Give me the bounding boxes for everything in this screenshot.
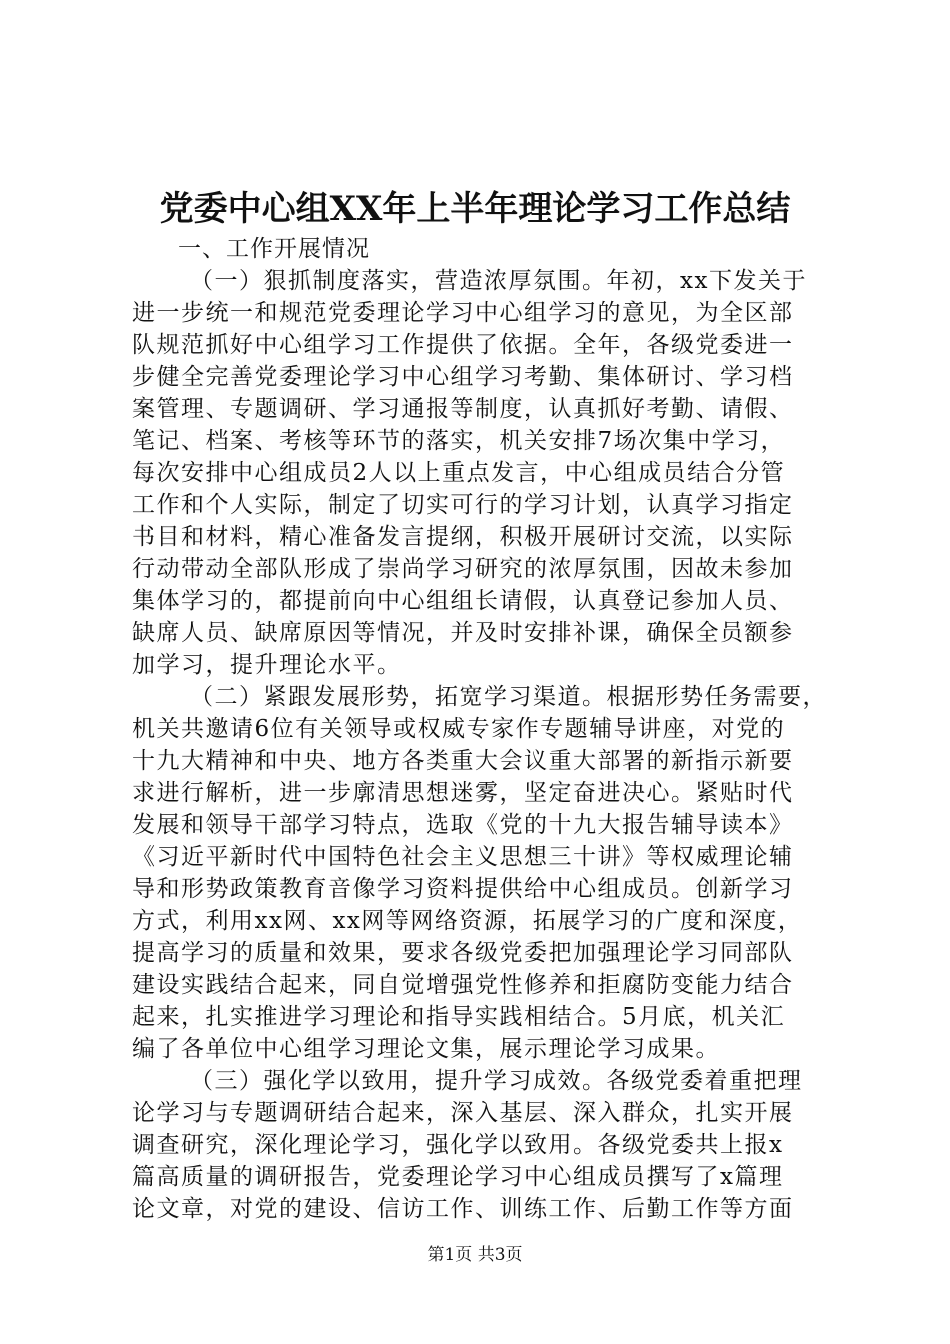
paragraph-line: 行动带动全部队形成了崇尚学习研究的浓厚氛围，因故未参加 (132, 556, 794, 582)
paragraph-line: 导和形势政策教育音像学习资料提供给中心组成员。创新学习 (132, 876, 794, 902)
paragraph-line: 案管理、专题调研、学习通报等制度，认真抓好考勤、请假、 (132, 396, 794, 422)
page-footer: 第1页 共3页 (427, 1245, 523, 1265)
paragraph-line: 步健全完善党委理论学习中心组学习考勤、集体研讨、学习档 (132, 364, 794, 390)
paragraph-line: 建设实践结合起来，同自觉增强党性修养和拒腐防变能力结合 (132, 972, 794, 998)
paragraph-list (132, 265, 838, 1225)
paragraph-line: 加学习，提升理论水平。 (132, 652, 402, 678)
paragraph (132, 1065, 838, 1225)
paragraph-line: 篇高质量的调研报告，党委理论学习中心组成员撰写了x篇理 (132, 1164, 784, 1190)
paragraph (132, 681, 838, 1065)
section-heading: 一、工作开展情况 (178, 236, 370, 262)
paragraph-line: 十九大精神和中央、地方各类重大会议重大部署的新指示新要 (132, 748, 794, 774)
paragraph-line: 调查研究，深化理论学习，强化学以致用。各级党委共上报x (132, 1132, 784, 1158)
document-body (132, 233, 838, 1225)
paragraph-line: （一）狠抓制度落实，营造浓厚氛围。年初，xx下发关于 (190, 268, 807, 294)
paragraph-line: 《习近平新时代中国特色社会主义思想三十讲》等权威理论辅 (132, 844, 794, 870)
paragraph-line: （三）强化学以致用，提升学习成效。各级党委着重把理 (190, 1068, 803, 1094)
paragraph-line: 书目和材料，精心准备发言提纲，积极开展研讨交流，以实际 (132, 524, 794, 550)
paragraph (132, 265, 838, 681)
paragraph-line: 方式，利用xx网、xx网等网络资源，拓展学习的广度和深度， (132, 908, 803, 934)
paragraph-line: 集体学习的，都提前向中心组组长请假，认真登记参加人员、 (132, 588, 794, 614)
paragraph-line: 求进行解析，进一步廓清思想迷雾，坚定奋进决心。紧贴时代 (132, 780, 794, 806)
paragraph-line: 发展和领导干部学习特点，选取《党的十九大报告辅导读本》 (132, 812, 794, 838)
paragraph-line: 机关共邀请6位有关领导或权威专家作专题辅导讲座，对党的 (132, 716, 786, 742)
paragraph-line: 论学习与专题调研结合起来，深入基层、深入群众，扎实开展 (132, 1100, 794, 1126)
paragraph-line: 提高学习的质量和效果，要求各级党委把加强理论学习同部队 (132, 940, 794, 966)
paragraph-line: 起来，扎实推进学习理论和指导实践相结合。5月底，机关汇 (132, 1004, 786, 1030)
paragraph-line: 论文章，对党的建设、信访工作、训练工作、后勤工作等方面 (132, 1196, 794, 1222)
paragraph-line: 进一步统一和规范党委理论学习中心组学习的意见，为全区部 (132, 300, 794, 326)
paragraph-line: 每次安排中心组成员2人以上重点发言，中心组成员结合分管 (132, 460, 786, 486)
paragraph-line: 工作和个人实际，制定了切实可行的学习计划，认真学习指定 (132, 492, 794, 518)
paragraph-line: 编了各单位中心组学习理论文集，展示理论学习成果。 (132, 1036, 720, 1062)
paragraph-line: 缺席人员、缺席原因等情况，并及时安排补课，确保全员额参 (132, 620, 794, 646)
paragraph-line: （二）紧跟发展形势，拓宽学习渠道。根据形势任务需要， (190, 684, 827, 710)
paragraph-line: 队规范抓好中心组学习工作提供了依据。全年，各级党委进一 (132, 332, 794, 358)
document-title: 党委中心组XX年上半年理论学习工作总结 (159, 189, 791, 229)
paragraph-line: 笔记、档案、考核等环节的落实，机关安排7场次集中学习， (132, 428, 786, 454)
